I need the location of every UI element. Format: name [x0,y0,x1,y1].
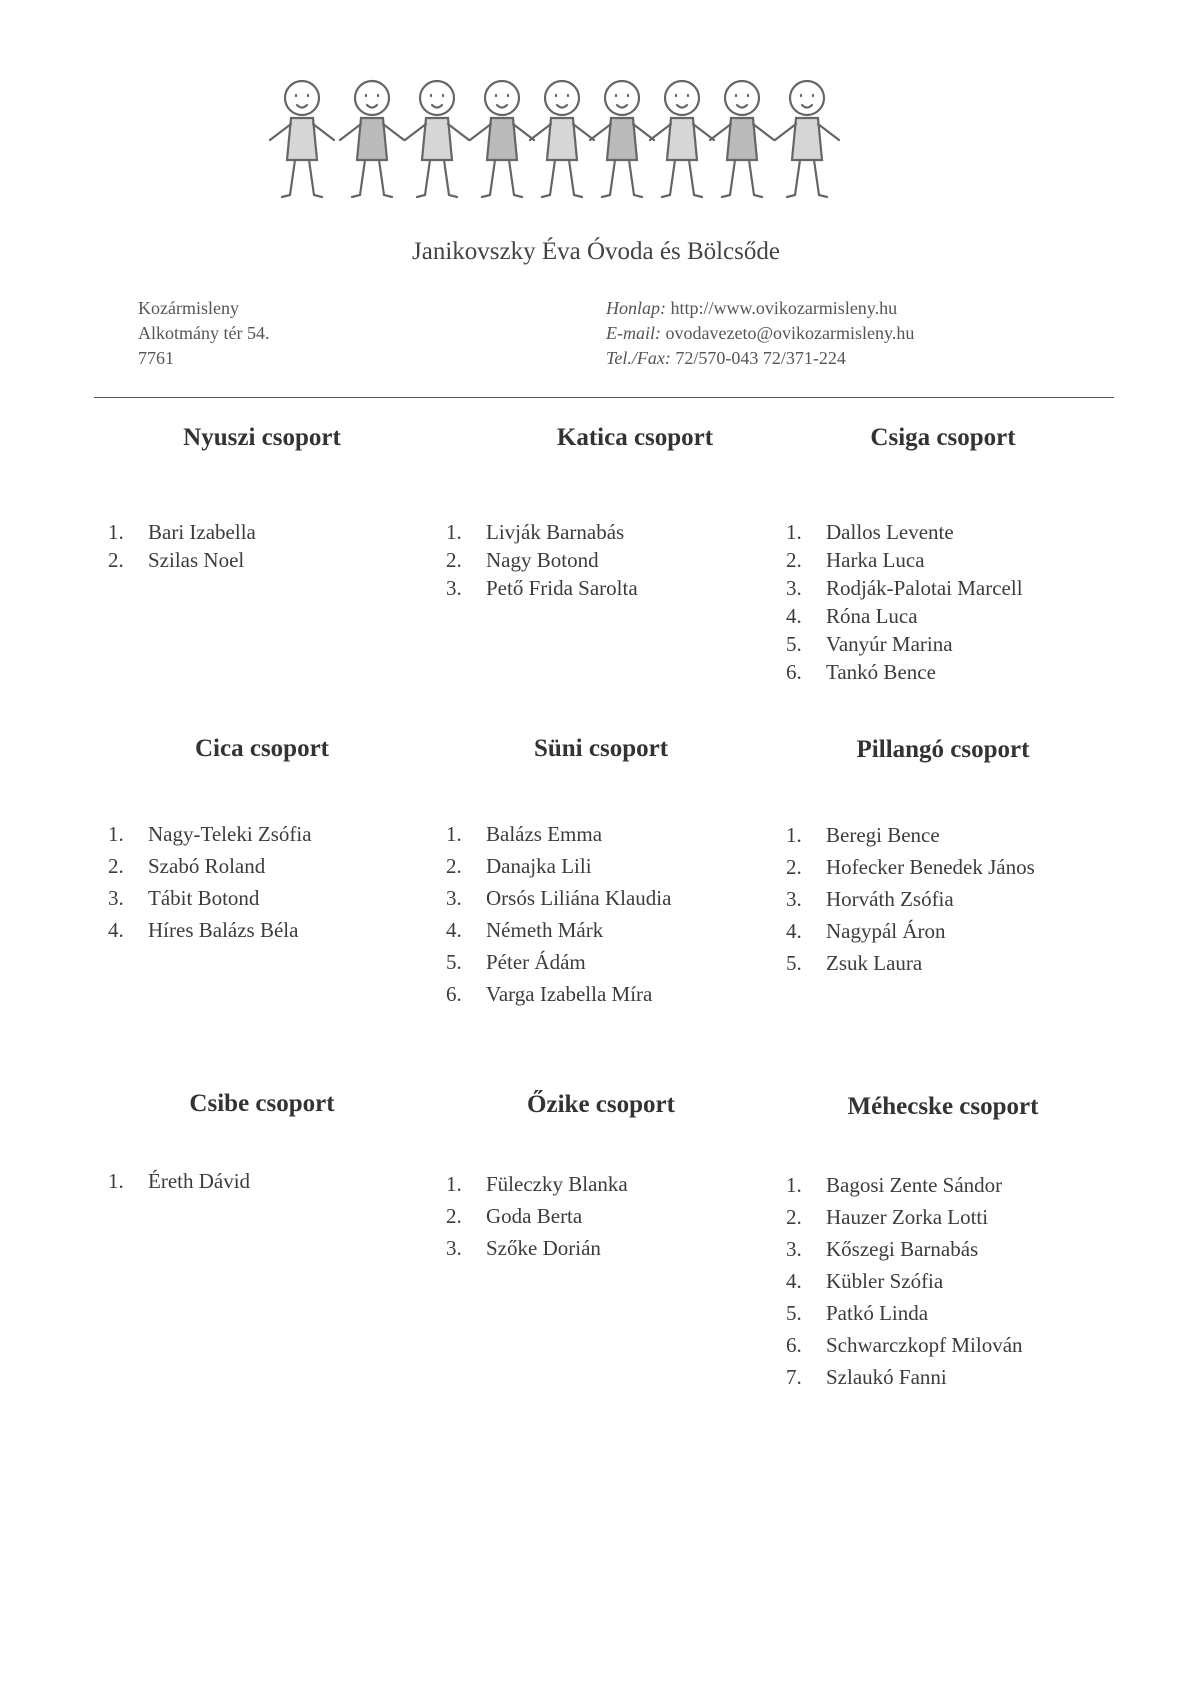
list-item-name: Kőszegi Barnabás [826,1237,979,1261]
contact-email: E-mail: ovodavezeto@ovikozarmisleny.hu [606,323,915,343]
member-list [786,518,1023,686]
header-divider [94,397,1114,398]
group-title: Cica csoport [195,735,329,762]
list-item-name: Vanyúr Marina [826,632,953,656]
child-figure [405,81,469,197]
list-item-number: 3. [786,576,802,600]
member-list [108,1165,250,1197]
contact-website: Honlap: http://www.ovikozarmisleny.hu [606,298,898,318]
list-item-number: 4. [786,1269,802,1293]
list-item-number: 5. [786,1301,802,1325]
list-item-number: 6. [786,1333,802,1357]
address-city: Kozármisleny [138,298,239,318]
list-item-number: 4. [446,918,462,942]
list-item-number: 3. [446,1236,462,1260]
member-list [446,1168,628,1264]
child-figure [530,81,594,197]
list-item-number: 1. [108,1169,124,1193]
list-item-name: Szabó Roland [148,854,266,878]
list-item [446,1232,628,1264]
list-item-name: Varga Izabella Míra [486,982,653,1006]
list-item [786,1329,1023,1361]
list-item [786,574,1023,602]
list-item-number: 4. [108,918,124,942]
list-item [108,518,256,546]
list-item [108,546,256,574]
list-item [446,574,638,602]
list-item-number: 2. [108,548,124,572]
child-figure [590,81,654,197]
child-figure [775,81,839,197]
list-item-number: 4. [786,919,802,943]
list-item-number: 5. [446,950,462,974]
list-item [108,914,312,946]
list-item-name: Zsuk Laura [826,951,923,975]
list-item-number: 3. [446,886,462,910]
list-item-number: 3. [786,887,802,911]
list-item-number: 1. [786,1173,802,1197]
list-item [786,518,1023,546]
list-item-number: 1. [786,520,802,544]
list-item-number: 3. [786,1237,802,1261]
list-item [446,518,638,546]
list-item-number: 1. [786,823,802,847]
list-item-name: Hofecker Benedek János [826,855,1035,879]
list-item-name: Nagy Botond [486,548,599,572]
list-item-number: 5. [786,951,802,975]
list-item [786,1297,1023,1329]
list-item-number: 6. [786,660,802,684]
member-list [108,518,256,574]
list-item [446,546,638,574]
list-item [108,882,312,914]
list-item-number: 1. [446,520,462,544]
list-item [446,882,671,914]
list-item-number: 2. [786,548,802,572]
list-item [786,1265,1023,1297]
list-item [786,883,1035,915]
list-item-name: Danajka Lili [486,854,592,878]
group-title: Méhecske csoport [847,1093,1039,1120]
list-item [786,915,1035,947]
list-item-name: Péter Ádám [486,950,586,974]
list-item [786,630,1023,658]
list-item-number: 1. [446,1172,462,1196]
group-title: Csibe csoport [189,1090,335,1117]
list-item-number: 3. [108,886,124,910]
address-zip: 7761 [138,348,174,368]
child-figure [340,81,404,197]
list-item [786,1361,1023,1393]
list-item-number: 2. [108,854,124,878]
list-item [446,946,671,978]
list-item-name: Balázs Emma [486,822,603,846]
list-item-name: Schwarczkopf Milován [826,1333,1023,1357]
list-item [786,851,1035,883]
list-item-name: Bari Izabella [148,520,256,544]
address-street: Alkotmány tér 54. [138,323,270,343]
list-item-name: Éreth Dávid [148,1169,251,1193]
list-item-name: Livják Barnabás [486,520,625,544]
list-item-number: 3. [446,576,462,600]
list-item [786,1233,1023,1265]
child-figure [650,81,714,197]
list-item [108,850,312,882]
list-item-name: Kübler Szófia [826,1269,944,1293]
list-item [786,819,1035,851]
list-item-name: Goda Berta [486,1204,583,1228]
group-title: Nyuszi csoport [183,424,341,451]
group-title: Pillangó csoport [856,736,1030,763]
member-list [786,819,1035,979]
member-list [786,1169,1023,1393]
member-list [446,518,638,602]
list-item-name: Horváth Zsófia [826,887,954,911]
contact-block [606,296,914,371]
list-item-name: Nagypál Áron [826,919,946,943]
list-item [786,602,1023,630]
list-item-name: Rodják-Palotai Marcell [826,576,1023,600]
list-item-number: 5. [786,632,802,656]
list-item [108,818,312,850]
list-item-name: Pető Frida Sarolta [486,576,638,600]
group-title: Csiga csoport [870,424,1016,451]
list-item [786,546,1023,574]
list-item-name: Füleczky Blanka [486,1172,628,1196]
list-item-number: 7. [786,1365,802,1389]
list-item-name: Szőke Dorián [486,1236,601,1260]
child-figure [470,81,534,197]
list-item [108,1165,250,1197]
list-item-number: 2. [446,1204,462,1228]
list-item-name: Híres Balázs Béla [148,918,299,942]
list-item-name: Németh Márk [486,918,604,942]
list-item-number: 1. [108,822,124,846]
member-list [446,818,671,1010]
group-title: Katica csoport [556,424,714,451]
list-item [446,1168,628,1200]
list-item-name: Orsós Liliána Klaudia [486,886,672,910]
list-item-name: Róna Luca [826,604,918,628]
group-title: Süni csoport [533,735,669,762]
group-title: Őzike csoport [527,1091,675,1118]
list-item [786,947,1035,979]
list-item-name: Bagosi Zente Sándor [826,1173,1003,1197]
list-item-name: Dallos Levente [826,520,954,544]
list-item-name: Harka Luca [826,548,925,572]
list-item-number: 6. [446,982,462,1006]
list-item-name: Hauzer Zorka Lotti [826,1205,989,1229]
list-item-number: 2. [446,854,462,878]
list-item-name: Beregi Bence [826,823,940,847]
list-item-name: Szilas Noel [148,548,245,572]
children-logo [262,60,862,210]
list-item [446,978,671,1010]
member-list [108,818,312,946]
list-item-number: 2. [446,548,462,572]
school-name: Janikovszky Éva Óvoda és Bölcsőde [412,238,780,265]
list-item [786,1169,1023,1201]
list-item-name: Szlaukó Fanni [826,1365,947,1389]
list-item [446,1200,628,1232]
list-item-name: Patkó Linda [826,1301,929,1325]
list-item-number: 4. [786,604,802,628]
child-figure [710,81,774,197]
list-item-number: 1. [108,520,124,544]
list-item [786,1201,1023,1233]
list-item-number: 1. [446,822,462,846]
list-item-name: Tábit Botond [148,886,260,910]
list-item-number: 2. [786,855,802,879]
list-item [446,850,671,882]
list-item-name: Tankó Bence [826,660,936,684]
child-figure [270,81,334,197]
list-item [446,818,671,850]
list-item [786,658,1023,686]
list-item-number: 2. [786,1205,802,1229]
contact-phone: Tel./Fax: 72/570-043 72/371-224 [606,348,846,368]
list-item [446,914,671,946]
address-block [138,296,269,371]
list-item-name: Nagy-Teleki Zsófia [148,822,312,846]
